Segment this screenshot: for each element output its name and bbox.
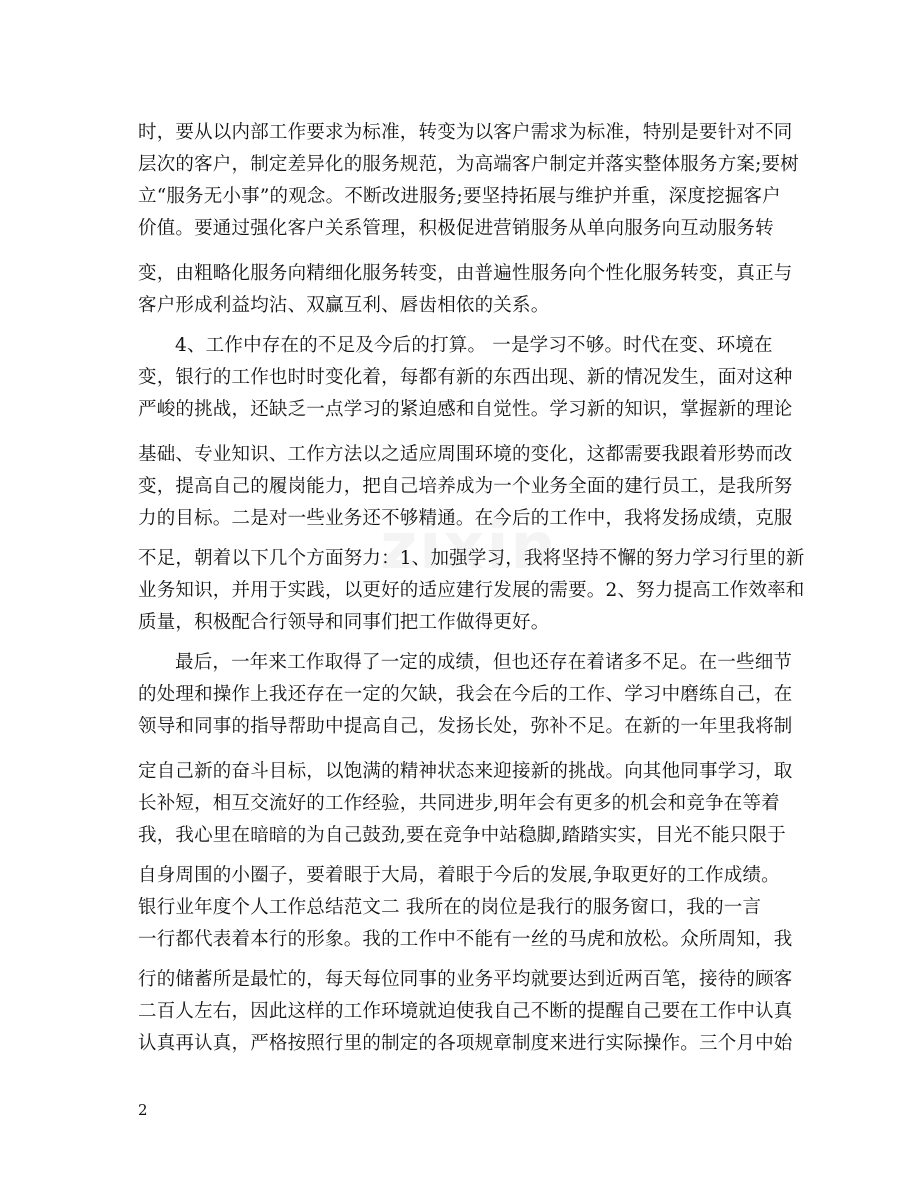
text-line: 一行都代表着本行的形象。我的工作中不能有一丝的马虎和放松。众所周知，我 [138,929,793,950]
text-line: 不足，朝着以下几个方面努力：1、加强学习，我将坚持不懈的努力学习行里的新 [138,548,805,569]
text-line: 层次的客户，制定差异化的服务规范，为高端客户制定并落实整体服务方案;要树 [138,154,799,175]
text-line: 价值。要通过强化客户关系管理，积极促进营销服务从单向服务向互动服务转 [138,218,774,239]
text-line: 力的目标。二是对一些业务还不够精通。在今后的工作中，我将发扬成绩，克服 [138,508,793,529]
text-line: 的处理和操作上我还存在一定的欠缺，我会在今后的工作、学习中磨练自己，在 [138,684,793,705]
text-line: 我，我心里在暗暗的为自己鼓劲,要在竞争中站稳脚,踏踏实实，目光不能只限于 [138,825,786,846]
text-line: 自身周围的小圈子，要着眼于大局，着眼于今后的发展,争取更好的工作成绩。 [138,865,780,886]
text-line: 时，要从以内部工作要求为标准，转变为以客户需求为标准，特别是要针对不同 [138,122,793,143]
text-line: 变，银行的工作也时时变化着，每都有新的东西出现、新的情况发生，面对这种 [138,367,793,388]
text-line: 认真再认真，严格按照行里的制定的各项规章制度来进行实际操作。三个月中始 [138,1033,793,1054]
text-line: 严峻的挑战，还缺乏一点学习的紧迫感和自觉性。学习新的知识，掌握新的理论 [138,399,793,420]
text-line: 客户形成利益均沾、双赢互利、唇齿相依的关系。 [138,295,550,316]
text-line: 领导和同事的指导帮助中提高自己，发扬长处，弥补不足。在新的一年里我将制 [138,716,793,737]
text-line: 业务知识，并用于实践，以更好的适应建行发展的需要。2、努力提高工作效率和 [138,580,805,601]
text-line: 最后，一年来工作取得了一定的成绩，但也还存在着诸多不足。在一些细节 [175,652,793,673]
page-number: 2 [138,1101,148,1119]
text-line: 基础、专业知识、工作方法以之适应周围环境的变化，这都需要我跟着形势而改 [138,444,793,465]
text-line: 行的储蓄所是最忙的，每天每位同事的业务平均就要达到近两百笔，接待的顾客 [138,969,793,990]
text-line: 银行业年度个人工作总结范文二 我所在的岗位是我行的服务窗口，我的一言 [138,897,762,918]
text-line: 变，提高自己的履岗能力，把自己培养成为一个业务全面的建行员工，是我所努 [138,476,793,497]
text-line: 4、工作中存在的不足及今后的打算。 一是学习不够。时代在变、环境在 [175,335,773,356]
text-line: 质量，积极配合行领导和同事们把工作做得更好。 [138,612,550,633]
text-line: 二百人左右，因此这样的工作环境就迫使我自己不断的提醒自己要在工作中认真 [138,1001,793,1022]
text-line: 变，由粗略化服务向精细化服务转变，由普遍性服务向个性化服务转变，真正与 [138,263,793,284]
text-line: 定自己新的奋斗目标，以饱满的精神状态来迎接新的挑战。向其他同事学习，取 [138,761,793,782]
text-line: 立“服务无小事”的观念。不断改进服务;要坚持拓展与维护并重，深度挖掘客户 [138,186,781,207]
text-line: 长补短，相互交流好的工作经验，共同进步,明年会有更多的机会和竞争在等着 [138,793,780,814]
